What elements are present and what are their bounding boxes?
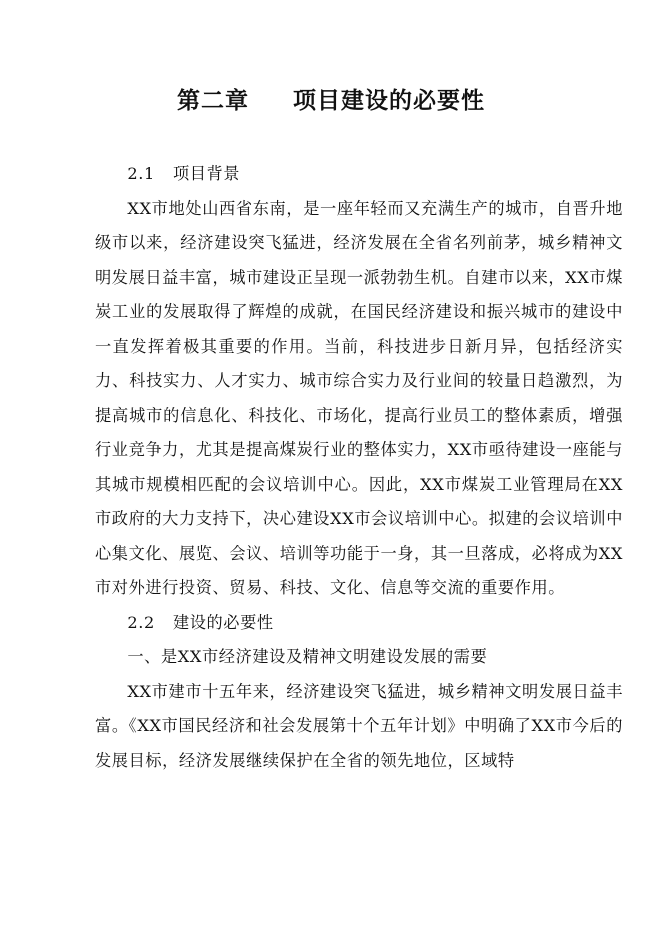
chapter-name: 项目建设的必要性 (293, 88, 485, 114)
section-number: 2.2 (127, 612, 155, 632)
necessity-paragraph: XX市建市十五年来，经济建设突飞猛进，城乡精神文明发展日益丰富。《XX市国民经济和社会发展第十个五年计划》中明确了XX市今后的发展目标，经济发展继续保护在全省的领先地位，区域特 (95, 681, 623, 770)
section-heading-2-1 (95, 157, 623, 192)
chapter-number: 第二章 (177, 88, 249, 114)
body-text (95, 157, 623, 778)
chapter-title (0, 86, 662, 116)
section-title: 建设的必要性 (172, 612, 274, 632)
subheading-one: 一、是XX市经济建设及精神文明建设发展的需要 (127, 647, 488, 666)
section-number: 2.1 (127, 164, 155, 183)
background-paragraph: XX市地处山西省东南，是一座年轻而又充满生产的城市，自晋升地级市以来，经济建设突飞猛进，经济发展在全省名列前茅，城乡精神文明发展日益丰富，城市建设正呈现一派勃勃生机。自建市以来，XX市煤炭工业的发展取得了辉煌的成就，在国民经济建设和振兴城市的建设中一直发挥着极其重要的作用。当前，科技进步日新月异，包括经济实力、科技实力、人才实力、城市综合实力及行业间的较量日趋激烈，为提高城市的信息化、科技化、市场化，提高行业员工的整体素质，增强行业竞争力，尤其是提高煤炭行业的整体实力，XX市亟待建设一座能与其城市规模相匹配的会议培训中心。因此，XX市煤炭工业管理局在XX市政府的大力支持下，决心建设XX市会议培训中心。拟建的会议培训中心集文化、展览、会议、培训等功能于一身，其一旦落成，必将成为XX市对外进行投资、贸易、科技、文化、信息等交流的重要作用。 (95, 198, 623, 597)
section-heading-2-2 (95, 606, 623, 641)
section-title: 项目背景 (172, 164, 241, 183)
